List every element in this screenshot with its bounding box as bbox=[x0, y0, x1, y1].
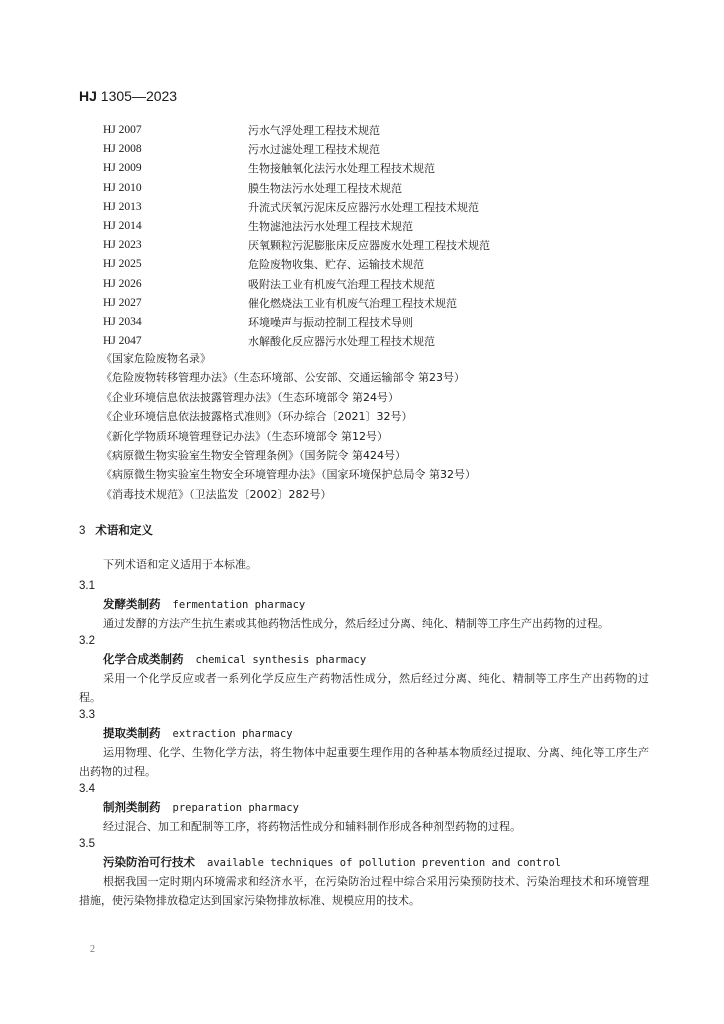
section-title: 术语和定义 bbox=[95, 523, 153, 537]
document-item: 《病原微生物实验室生物安全管理条例》（国务院令 第424号） bbox=[101, 448, 406, 462]
term-number: 3.3 bbox=[79, 709, 95, 721]
reference-code: HJ 2010 bbox=[103, 181, 142, 194]
reference-title: 厌氧颗粒污泥膨胀床反应器废水处理工程技术规范 bbox=[248, 239, 490, 253]
reference-title: 催化燃烧法工业有机废气治理工程技术规范 bbox=[248, 296, 457, 310]
reference-title: 升流式厌氧污泥床反应器污水处理工程技术规范 bbox=[248, 200, 479, 214]
reference-row bbox=[103, 159, 663, 178]
reference-code: HJ 2013 bbox=[103, 200, 142, 213]
reference-row bbox=[103, 275, 663, 294]
reference-title: 水解酸化反应器污水处理工程技术规范 bbox=[248, 335, 435, 349]
reference-title: 膜生物法污水处理工程技术规范 bbox=[248, 181, 402, 195]
term-english: chemical synthesis pharmacy bbox=[195, 654, 367, 666]
reference-title: 环境噪声与振动控制工程技术导则 bbox=[248, 315, 413, 329]
document-item: 《企业环境信息依法披露格式准则》（环办综合〔2021〕32号） bbox=[101, 410, 413, 424]
term-english: preparation pharmacy bbox=[172, 802, 299, 814]
term-entry bbox=[79, 578, 649, 633]
term-heading bbox=[79, 724, 649, 743]
page-number: 2 bbox=[90, 944, 95, 955]
term-number: 3.4 bbox=[79, 783, 95, 795]
term-heading bbox=[79, 595, 649, 614]
normative-references-list bbox=[103, 121, 663, 351]
term-number: 3.1 bbox=[79, 580, 95, 592]
term-entry bbox=[79, 633, 649, 707]
term-entry bbox=[79, 836, 649, 910]
document-item: 《企业环境信息依法披露管理办法》（生态环境部令 第24号） bbox=[101, 390, 399, 404]
reference-row bbox=[103, 255, 663, 274]
reference-title: 污水气浮处理工程技术规范 bbox=[248, 124, 380, 137]
document-item: 《危险废物转移管理办法》（生态环境部、公安部、交通运输部令 第23号） bbox=[101, 371, 465, 385]
reference-row bbox=[103, 217, 663, 236]
term-chinese: 化学合成类制药 bbox=[103, 652, 184, 666]
document-item: 《新化学物质环境管理登记办法》（生态环境部令 第12号） bbox=[101, 429, 388, 443]
reference-title: 吸附法工业有机废气治理工程技术规范 bbox=[248, 277, 435, 291]
term-definition: 通过发酵的方法产生抗生素或其他药物活性成分，然后经过分离、纯化、精制等工序生产出药物的过程。 bbox=[103, 617, 609, 630]
term-chinese: 发酵类制药 bbox=[103, 597, 161, 611]
term-definition: 运用物理、化学、生物化学方法，将生物体中起重要生理作用的各种基本物质经过提取、分离、纯化等工序生产出药物的过程。 bbox=[79, 746, 649, 778]
reference-row bbox=[103, 140, 663, 159]
reference-title: 生物滤池法污水处理工程技术规范 bbox=[248, 219, 413, 233]
term-number: 3.5 bbox=[79, 838, 95, 850]
section-number: 3 bbox=[79, 525, 86, 537]
reference-code: HJ 2026 bbox=[103, 277, 142, 290]
reference-code: HJ 2047 bbox=[103, 335, 142, 348]
reference-title: 污水过滤处理工程技术规范 bbox=[248, 143, 380, 157]
reference-row bbox=[103, 121, 663, 140]
reference-code: HJ 2034 bbox=[103, 315, 142, 328]
document-item: 《病原微生物实验室生物安全环境管理办法》（国家环境保护总局令 第32号） bbox=[101, 468, 476, 482]
term-heading bbox=[79, 798, 649, 817]
term-chinese: 污染防治可行技术 bbox=[103, 855, 195, 869]
term-number: 3.2 bbox=[79, 635, 95, 647]
page-header bbox=[79, 88, 177, 104]
reference-code: HJ 2023 bbox=[103, 239, 142, 252]
term-heading bbox=[79, 650, 649, 669]
reference-code: HJ 2007 bbox=[103, 124, 142, 136]
reference-code: HJ 2025 bbox=[103, 258, 142, 271]
term-definition: 采用一个化学反应或者一系列化学反应生产药物活性成分，然后经过分离、纯化、精制等工序生产出药物的过程。 bbox=[79, 672, 649, 704]
document-item: 《国家危险废物名录》 bbox=[101, 352, 211, 365]
reference-title: 危险废物收集、贮存、运输技术规范 bbox=[248, 258, 424, 272]
reference-row bbox=[103, 313, 663, 332]
reference-code: HJ 2014 bbox=[103, 219, 142, 232]
term-english: extraction pharmacy bbox=[172, 728, 293, 740]
reference-code: HJ 2027 bbox=[103, 296, 142, 309]
term-english: fermentation pharmacy bbox=[172, 599, 306, 611]
definitions-list bbox=[79, 578, 649, 910]
term-heading bbox=[79, 853, 649, 872]
term-chinese: 制剂类制药 bbox=[103, 800, 161, 814]
standard-number: 1305—2023 bbox=[100, 88, 178, 104]
reference-row bbox=[103, 198, 663, 217]
reference-row bbox=[103, 294, 663, 313]
document-item: 《消毒技术规范》（卫法监发〔2002〕282号） bbox=[101, 487, 332, 501]
term-entry bbox=[79, 781, 649, 836]
reference-title: 生物接触氧化法污水处理工程技术规范 bbox=[248, 162, 435, 176]
reference-row bbox=[103, 179, 663, 198]
section-intro: 下列术语和定义适用于本标准。 bbox=[103, 558, 257, 571]
reference-code: HJ 2008 bbox=[103, 143, 142, 156]
section-heading bbox=[79, 522, 153, 538]
reference-code: HJ 2009 bbox=[103, 162, 142, 175]
reference-row bbox=[103, 236, 663, 255]
regulatory-documents-list bbox=[101, 349, 681, 504]
term-definition: 经过混合、加工和配制等工序，将药物活性成分和辅料制作形成各种剂型药物的过程。 bbox=[103, 820, 521, 833]
term-english: available techniques of pollution prevention and control bbox=[207, 857, 562, 869]
term-entry bbox=[79, 707, 649, 781]
standard-code: HJ bbox=[79, 88, 97, 104]
term-definition: 根据我国一定时期内环境需求和经济水平，在污染防治过程中综合采用污染预防技术、污染治理技术和环境管理措施，使污染物排放稳定达到国家污染物排放标准、规模应用的技术。 bbox=[79, 875, 649, 907]
term-chinese: 提取类制药 bbox=[103, 726, 161, 740]
